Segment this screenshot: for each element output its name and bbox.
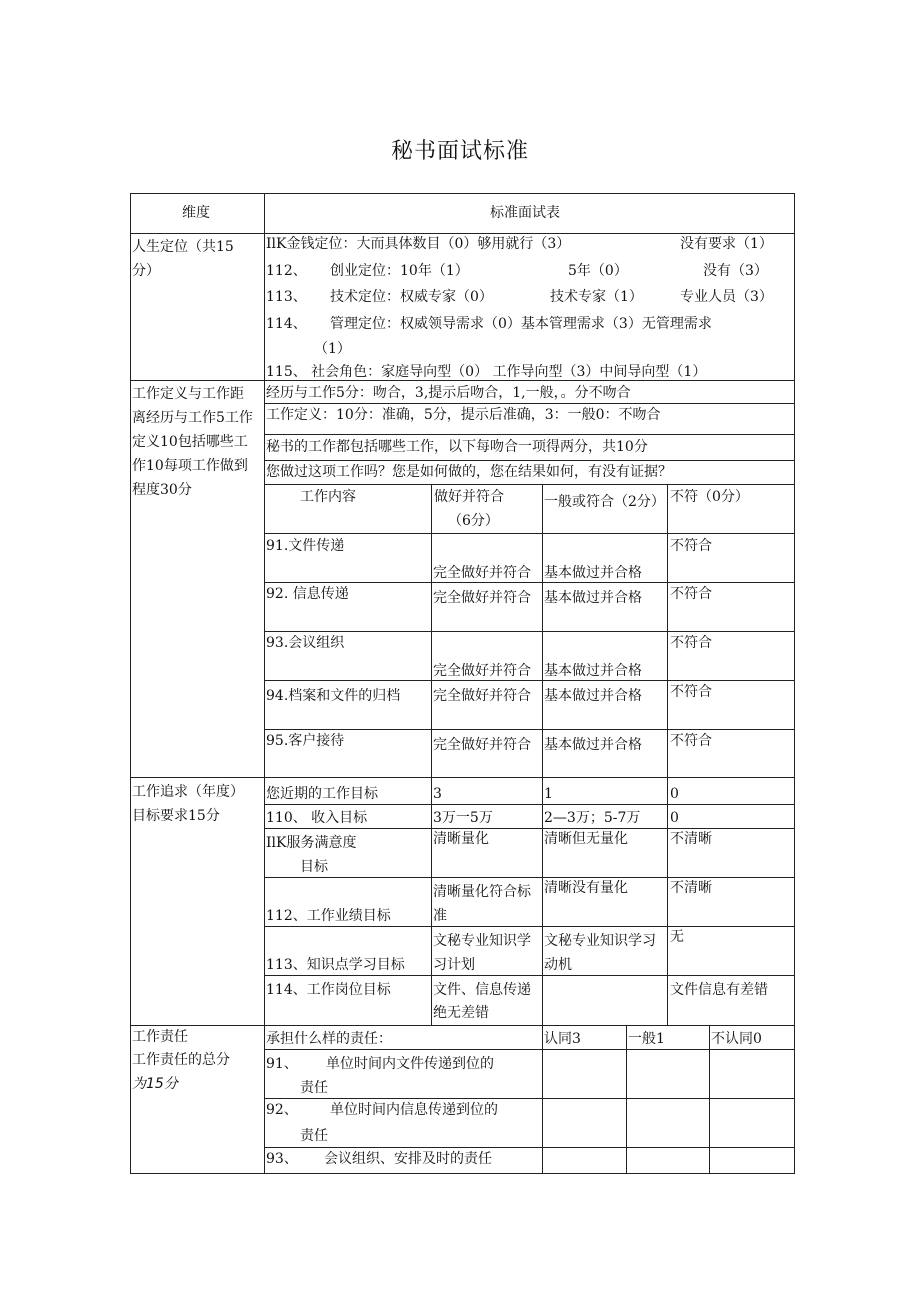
header-dimension: 维度: [182, 205, 210, 221]
s4-r2-b: 单位时间内信息传递到位的: [330, 1102, 498, 1118]
s3-row5-a1: 文秘专业知识学: [433, 933, 531, 949]
s2-row1-good: 完全做好并符合: [433, 565, 531, 581]
s1-tech-d: 专业人员（3）: [680, 289, 773, 305]
s1-money-a: IlK金钱定位：大而具体数目（0）够用就行（3）: [266, 236, 571, 252]
s3-row2-b: 2—3万；5-7万: [544, 810, 641, 826]
s3-row5-name: 113、知识点学习目标: [266, 957, 405, 973]
s3-row3-c: 不清晰: [670, 831, 712, 847]
s4-r3-a: 93、: [266, 1151, 298, 1167]
s2-col-bad: 不符（0分）: [670, 489, 749, 505]
s2-row3-mid: 基本做过并合格: [544, 663, 642, 679]
s3-label-line2: 目标要求15分: [132, 808, 220, 824]
s3-row5-b1: 文秘专业知识学习: [544, 933, 656, 949]
s1-tech-a: 113、: [266, 289, 307, 305]
s2-row2-good: 完全做好并符合: [433, 590, 531, 606]
s3-row3-name2: 目标: [300, 859, 328, 875]
s3-row3-name1: IlK服务满意度: [266, 835, 357, 851]
s4-r1-b: 单位时间内文件传递到位的: [326, 1056, 494, 1072]
s2-col-content: 工作内容: [300, 489, 356, 505]
s3-row5-b2: 动机: [544, 957, 572, 973]
s4-label-line2: 工作责任的总分: [132, 1052, 230, 1068]
s4-r2-a: 92、: [266, 1102, 298, 1118]
s1-career-b: 创业定位：10年（1）: [330, 263, 469, 279]
s4-disagree: 不认同0: [711, 1031, 762, 1047]
s2-row4-good: 完全做好并符合: [433, 688, 531, 704]
s2-row2-bad: 不符合: [670, 586, 712, 602]
s3-row3-b: 清晰但无量化: [544, 831, 628, 847]
s4-question: 承担什么样的责任：: [266, 1031, 392, 1047]
s2-label-line3: 定义10包括哪些工: [132, 434, 248, 450]
s4-r1-a: 91、: [266, 1056, 298, 1072]
s3-row4-a2: 准: [433, 908, 447, 924]
s3-row5-c: 无: [670, 929, 684, 945]
s2-row5-mid: 基本做过并合格: [544, 737, 642, 753]
s1-mgmt-c: （1）: [314, 341, 351, 357]
s3-row5-a2: 习计划: [433, 957, 475, 973]
s1-social-clip: [266, 362, 794, 379]
s2-col-mid: 一般或符合（2分）: [544, 494, 665, 510]
s2-row5-good: 完全做好并符合: [433, 737, 531, 753]
s3-row6-a1: 文件、信息传递: [433, 982, 531, 998]
s2-col-good: 做好并符合: [434, 489, 504, 505]
s1-career-d: 没有（3）: [703, 263, 768, 279]
s2-row2-mid: 基本做过并合格: [544, 590, 642, 606]
s2-row5-name: 95.客户接待: [266, 733, 345, 749]
s2-row4-bad: 不符合: [670, 684, 712, 700]
s2-col-good-score: （6分）: [448, 513, 499, 529]
s2-experience: 经历与工作5分：吻合，3,提示后吻合，1,一般，。分不吻合: [266, 385, 631, 401]
s3-row2-a: 3万一5万: [433, 810, 493, 826]
s1-mgmt-a: 114、: [266, 316, 307, 332]
s3-row1-b: 1: [544, 786, 553, 802]
s1-label-line1: 人生定位（共15: [132, 239, 234, 255]
s4-label-line1: 工作责任: [132, 1029, 188, 1045]
s2-row3-name: 93.会议组织: [266, 635, 345, 651]
s4-r1-c: 责任: [300, 1080, 328, 1096]
s3-row6-c: 文件信息有差错: [670, 982, 768, 998]
s1-label-line2: 分）: [132, 263, 160, 279]
s1-tech-c: 技术专家（1）: [550, 289, 643, 305]
s2-row1-name: 91.文件传递: [266, 538, 345, 554]
s3-row3-a: 清晰量化: [433, 831, 489, 847]
s2-row3-good: 完全做好并符合: [433, 663, 531, 679]
s1-money-b: 没有要求（1）: [680, 236, 773, 252]
s2-label-line4: 作10每项工作做到: [132, 458, 248, 474]
s2-label-line1: 工作定义与工作距: [132, 386, 244, 402]
s3-row6-a2: 绝无差错: [433, 1005, 489, 1021]
s3-row2-c: 0: [670, 810, 679, 826]
s3-row4-name: 112、工作业绩目标: [266, 908, 391, 924]
s1-social: 115、 社会角色：家庭导向型（0） 工作导向型（3）中间导向型（1）: [266, 364, 707, 379]
header-standard: 标准面试表: [490, 205, 560, 221]
s3-row1-c: 0: [670, 786, 679, 802]
s3-row6-name: 114、工作岗位目标: [266, 982, 391, 998]
s4-neutral: 一般1: [628, 1031, 665, 1047]
s3-row4-c: 不清晰: [670, 880, 712, 896]
s4-r3-b: 会议组织、安排及时的责任: [324, 1151, 492, 1167]
s2-row2-name: 92. 信息传递: [266, 586, 349, 602]
s3-label-line1: 工作追求（年度）: [132, 784, 244, 800]
s1-tech-b: 技术定位：权威专家（0）: [330, 289, 493, 305]
s3-row4-a1: 清晰量化符合标: [433, 884, 531, 900]
s2-row1-bad: 不符合: [670, 538, 712, 554]
s2-row1-mid: 基本做过并合格: [544, 565, 642, 581]
s2-duties: 秘书的工作都包括哪些工作，以下每吻合一项得两分，共10分: [266, 439, 648, 455]
s4-r2-c: 责任: [300, 1128, 328, 1144]
s2-row3-bad: 不符合: [670, 635, 712, 651]
s2-definition: 工作定义：10分：准确，5分，提示后准确，3：一般0：不吻合: [266, 407, 661, 423]
s3-row4-b: 清晰没有量化: [544, 880, 628, 896]
s1-mgmt-b: 管理定位：权威领导需求（0）基本管理需求（3）无管理需求: [330, 316, 712, 332]
s2-row4-name: 94.档案和文件的归档: [266, 688, 401, 704]
s1-career-a: 112、: [266, 263, 307, 279]
s4-agree: 认同3: [544, 1031, 581, 1047]
s1-career-c: 5年（0）: [568, 263, 628, 279]
s2-label-line2: 离经历与工作5工作: [132, 410, 253, 426]
s2-label-line5: 程度30分: [132, 482, 192, 498]
s4-label-line3: 为15分: [132, 1076, 178, 1092]
s2-question: 您做过这项工作吗？您是如何做的，您在结果如何，有没有证据？: [266, 464, 672, 480]
s2-row4-mid: 基本做过并合格: [544, 688, 642, 704]
s3-row1-a: 3: [433, 786, 442, 802]
page-title: 秘书面试标准: [390, 139, 529, 164]
s3-row1-name: 您近期的工作目标: [266, 786, 378, 802]
s3-row2-name: 110、 收入目标: [266, 810, 368, 826]
s2-row5-bad: 不符合: [670, 733, 712, 749]
